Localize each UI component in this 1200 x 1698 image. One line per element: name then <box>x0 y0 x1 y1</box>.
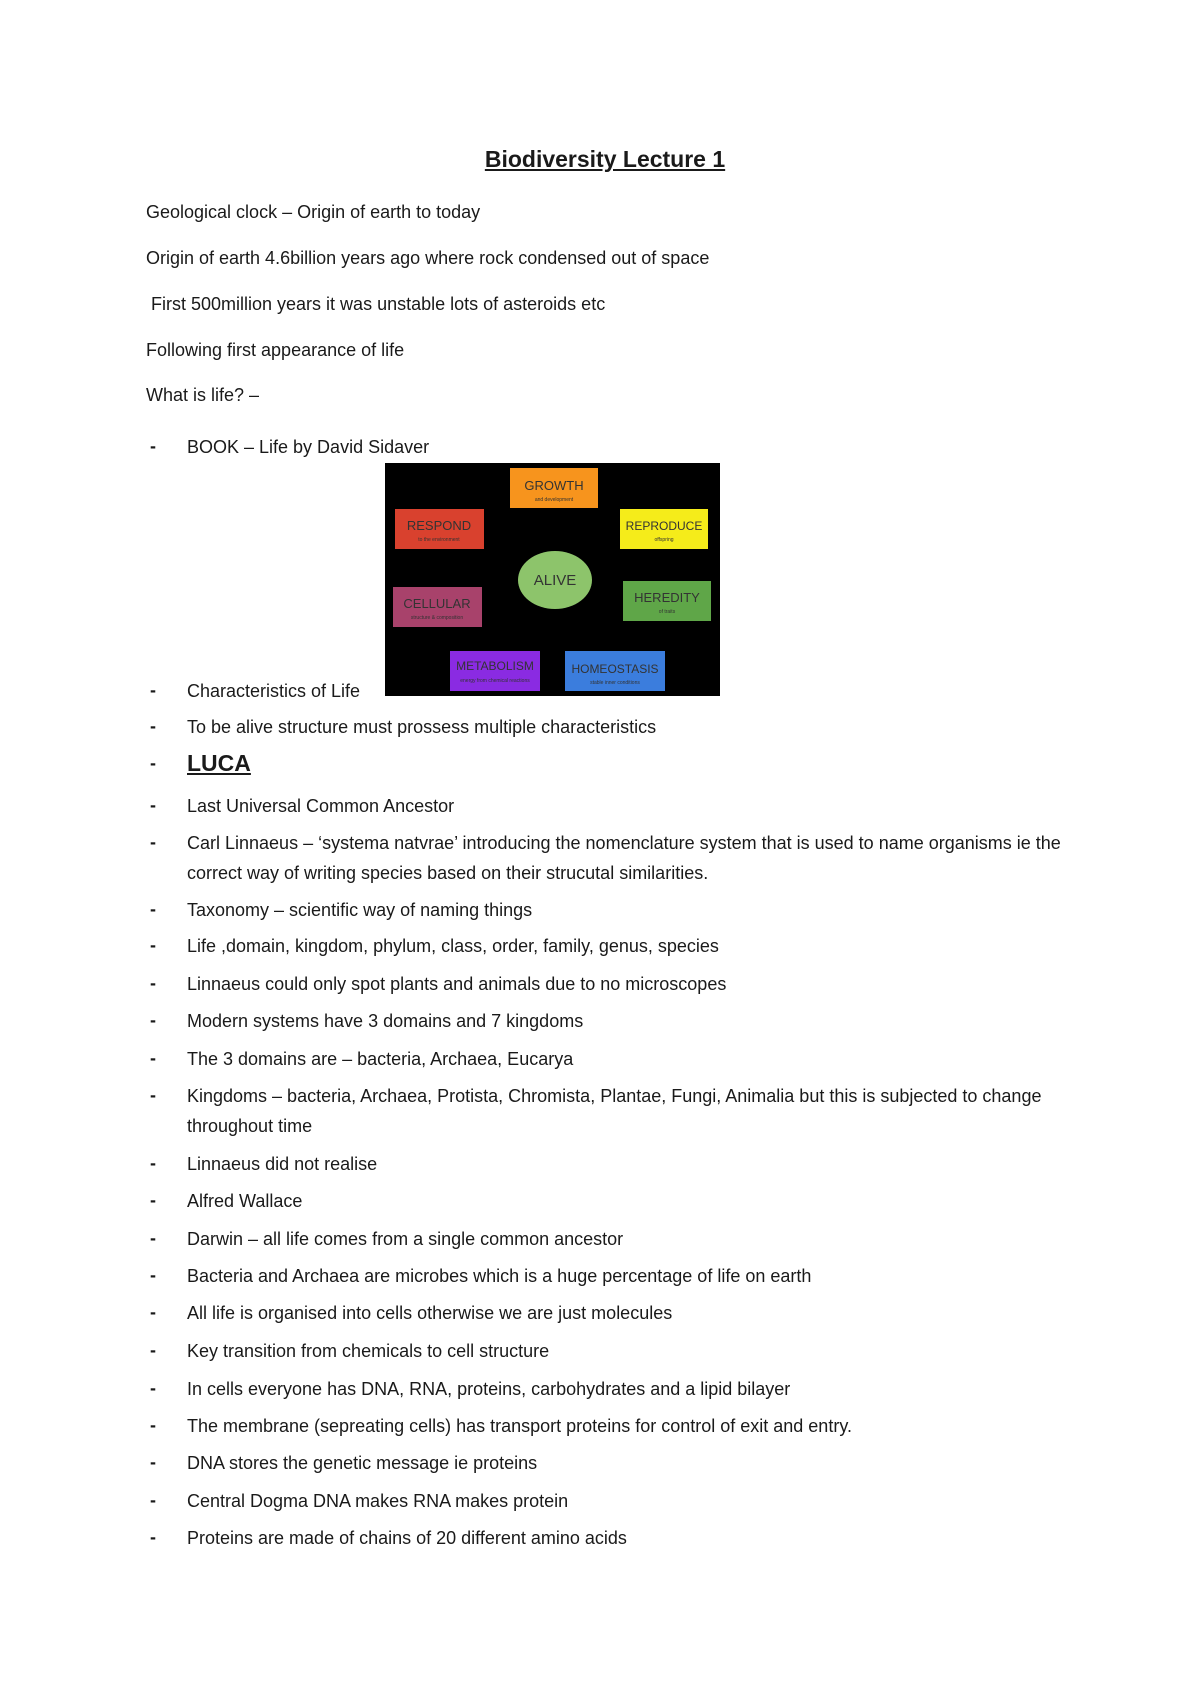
bullet-marker: - <box>150 436 156 456</box>
svg-text:and development: and development <box>534 497 574 503</box>
paragraph-origin-of-earth: Origin of earth 4.6billion years ago where rock condensed out of space <box>146 248 710 268</box>
svg-text:GROWTH: GROWTH <box>524 478 584 493</box>
diagram-box-growth <box>510 468 598 508</box>
bullet-item-darwin: Darwin – all life comes from a single common ancestor <box>187 1229 624 1249</box>
bullet-marker: - <box>150 1085 156 1105</box>
diagram-box-respond <box>395 509 484 549</box>
bullet-marker: - <box>150 1010 156 1030</box>
bullet-item-luca-heading <box>187 748 1067 780</box>
bullet-item-key-transition: Key transition from chemicals to cell structure <box>187 1341 550 1361</box>
bullet-marker: - <box>150 935 156 955</box>
svg-text:energy from chemical reactions: energy from chemical reactions <box>460 678 530 684</box>
bullet-item-last-universal: Last Universal Common Ancestor <box>187 796 455 816</box>
svg-text:to the environment: to the environment <box>418 537 460 543</box>
bullet-marker: - <box>150 1153 156 1173</box>
diagram-center-label: ALIVE <box>533 572 577 589</box>
bullet-marker: - <box>150 680 156 700</box>
svg-text:CELLULAR: CELLULAR <box>403 596 471 611</box>
svg-text:of traits: of traits <box>658 609 676 615</box>
bullet-item-book: BOOK – Life by David Sidaver <box>187 437 430 457</box>
bullet-item-classification-ranks: Life ,domain, kingdom, phylum, class, order, family, genus, species <box>187 936 719 956</box>
bullet-item-no-microscopes: Linnaeus could only spot plants and animals due to no microscopes <box>187 974 727 994</box>
bullet-marker: - <box>150 1265 156 1285</box>
diagram-box-cellular <box>393 587 482 627</box>
bullet-marker: - <box>150 753 156 773</box>
paragraph-first-500million: First 500million years it was unstable lots of asteroids etc <box>146 294 606 314</box>
bullet-marker: - <box>150 899 156 919</box>
bullet-item-did-not-realise: Linnaeus did not realise <box>187 1154 378 1174</box>
svg-text:stable inner conditions: stable inner conditions <box>590 680 640 686</box>
svg-text:structure & composition: structure & composition <box>410 615 464 621</box>
svg-text:REPRODUCE: REPRODUCE <box>625 519 703 533</box>
bullet-marker: - <box>150 1190 156 1210</box>
bullet-item-multiple-characteristics: To be alive structure must prossess multiple characteristics <box>187 717 657 737</box>
bullet-item-membrane: The membrane (sepreating cells) has transport proteins for control of exit and entry. <box>187 1416 852 1436</box>
bullet-item-kingdoms: Kingdoms – bacteria, Archaea, Protista, Chromista, Plantae, Fungi, Animalia but this is subjected to change throughout time <box>187 1086 1042 1136</box>
bullet-item-amino-acids: Proteins are made of chains of 20 different amino acids <box>187 1528 627 1548</box>
bullet-item-alfred-wallace: Alfred Wallace <box>187 1191 303 1211</box>
bullet-item-modern-systems: Modern systems have 3 domains and 7 kingdoms <box>187 1011 584 1031</box>
diagram-box-reproduce <box>620 509 708 549</box>
bullet-marker: - <box>150 1490 156 1510</box>
bullet-marker: - <box>150 1527 156 1547</box>
svg-text:RESPOND: RESPOND <box>406 518 472 533</box>
bullet-marker: - <box>150 1378 156 1398</box>
bullet-marker: - <box>150 973 156 993</box>
bullet-item-taxonomy: Taxonomy – scientific way of naming things <box>187 900 533 920</box>
svg-text:HOMEOSTASIS: HOMEOSTASIS <box>571 662 659 676</box>
bullet-marker: - <box>150 716 156 736</box>
luca-heading: LUCA <box>187 750 251 776</box>
bullet-marker: - <box>150 795 156 815</box>
characteristics-of-life-diagram <box>385 463 720 696</box>
paragraph-what-is-life: What is life? – <box>146 385 260 405</box>
svg-text:offspring: offspring <box>654 537 674 543</box>
bullet-item-three-domains: The 3 domains are – bacteria, Archaea, Eucarya <box>187 1049 574 1069</box>
bullet-marker: - <box>150 1452 156 1472</box>
diagram-box-heredity <box>623 581 711 621</box>
bullet-item-cells: All life is organised into cells otherwise we are just molecules <box>187 1303 673 1323</box>
bullet-item-carl-linnaeus: Carl Linnaeus – ‘systema natvrae’ introducing the nomenclature system that is used to name organisms ie the correct way of writing species based on their strucutal similarities. <box>187 833 1061 883</box>
bullet-marker: - <box>150 1415 156 1435</box>
svg-text:METABOLISM: METABOLISM <box>456 659 534 673</box>
bullet-marker: - <box>150 1340 156 1360</box>
bullet-item-dna-rna: In cells everyone has DNA, RNA, proteins, carbohydrates and a lipid bilayer <box>187 1379 791 1399</box>
bullet-item-central-dogma: Central Dogma DNA makes RNA makes protein <box>187 1491 569 1511</box>
bullet-marker: - <box>150 1302 156 1322</box>
bullet-item-microbes: Bacteria and Archaea are microbes which is a huge percentage of life on earth <box>187 1266 812 1286</box>
paragraph-geological-clock: Geological clock – Origin of earth to today <box>146 202 481 222</box>
paragraph-first-appearance: Following first appearance of life <box>146 340 405 360</box>
bullet-item-characteristics: Characteristics of Life <box>187 681 361 701</box>
bullet-marker: - <box>150 1228 156 1248</box>
bullet-marker: - <box>150 832 156 852</box>
bullet-marker: - <box>150 1048 156 1068</box>
bullet-item-dna-stores: DNA stores the genetic message ie proteins <box>187 1453 538 1473</box>
document-title: Biodiversity Lecture 1 <box>484 146 726 172</box>
svg-text:HEREDITY: HEREDITY <box>634 590 700 605</box>
